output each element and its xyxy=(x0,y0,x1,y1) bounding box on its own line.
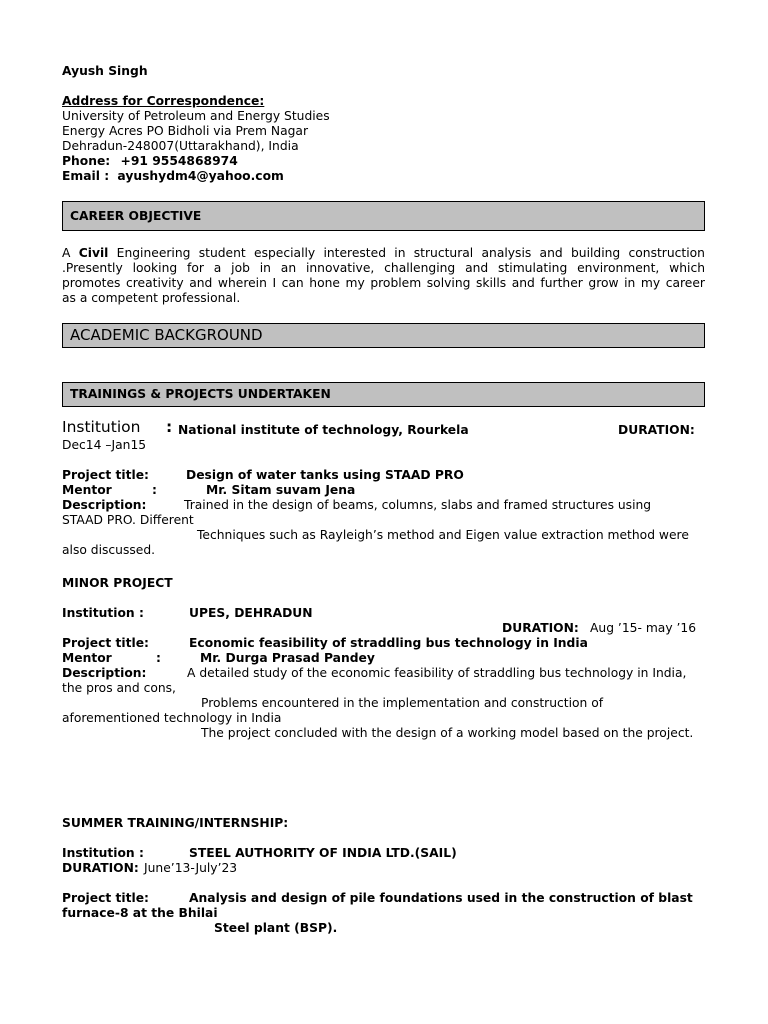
objective-line-4: as a competent professional. xyxy=(62,291,241,305)
project1-desc-line-3: Techniques such as Rayleigh’s method and Eigen value extraction method were xyxy=(197,528,689,542)
project1-mentor-value: Mr. Sitam suvam Jena xyxy=(206,483,356,497)
address-heading: Address for Correspondence: xyxy=(62,94,265,108)
project1-desc-row xyxy=(62,498,706,513)
email-row xyxy=(62,169,706,184)
project2-desc-line-3: Problems encountered in the implementation and construction of xyxy=(201,696,604,710)
internship-duration-value: June’13-July’23 xyxy=(144,861,238,875)
address-line-1: University of Petroleum and Energy Studies xyxy=(62,109,330,123)
project1-mentor-row xyxy=(62,483,706,498)
internship-title-row xyxy=(62,891,706,906)
project1-desc-line-1: Trained in the design of beams, columns, slabs and framed structures using xyxy=(184,498,652,512)
internship-institution-label: Institution : xyxy=(62,846,144,860)
objective-line-1 xyxy=(62,246,705,261)
email-label: Email : xyxy=(62,169,110,183)
project2-institution-value: UPES, DEHRADUN xyxy=(189,606,313,620)
project2-desc-line-2: the pros and cons, xyxy=(62,681,176,695)
project2-title-value: Economic feasibility of straddling bus technology in India xyxy=(189,636,588,650)
internship-title-line-3: Steel plant (BSP). xyxy=(214,921,338,935)
project1-mentor-colon: : xyxy=(152,483,157,497)
resume-page xyxy=(62,64,706,936)
project2-desc-line-5-row xyxy=(62,726,706,741)
internship-heading: SUMMER TRAINING/INTERNSHIP: xyxy=(62,816,289,830)
project2-duration-value: Aug ’15- may ’16 xyxy=(590,621,697,635)
project1-institution-colon: : xyxy=(166,418,173,436)
project2-desc-label: Description: xyxy=(62,666,147,680)
trainings-heading: TRAININGS & PROJECTS UNDERTAKEN xyxy=(62,382,705,407)
project1-desc-line-4: also discussed. xyxy=(62,543,156,557)
project1-institution-label: Institution xyxy=(62,418,141,436)
email-value: ayushydm4@yahoo.com xyxy=(117,169,284,183)
project1-desc-label: Description: xyxy=(62,498,147,512)
address-line-2: Energy Acres PO Bidholi via Prem Nagar xyxy=(62,124,309,138)
internship-duration-row xyxy=(62,861,706,876)
objective-prefix: A xyxy=(62,246,71,260)
project1-desc-line-2: STAAD PRO. Different xyxy=(62,513,194,527)
project2-title-row xyxy=(62,636,706,651)
objective-paragraph xyxy=(62,246,706,306)
project1-duration-value: Dec14 –Jan15 xyxy=(62,438,147,452)
internship-title-line-1: Analysis and design of pile foundations used in the construction of blast xyxy=(189,891,693,905)
project2-duration-label: DURATION: xyxy=(502,621,579,635)
project2-institution-row xyxy=(62,606,706,621)
project1-title-label: Project title: xyxy=(62,468,149,482)
project2-mentor-value: Mr. Durga Prasad Pandey xyxy=(200,651,375,665)
objective-line-1-rest: Engineering student especially interested in structural analysis and building construction xyxy=(116,246,705,260)
project2-mentor-row xyxy=(62,651,706,666)
project2-mentor-label: Mentor xyxy=(62,651,112,665)
project1-duration-label: DURATION: xyxy=(618,423,695,437)
objective-line-3: promotes creativity and wherein I can hone my problem solving skills and further grow in my career xyxy=(62,276,705,290)
phone-label: Phone: xyxy=(62,154,111,168)
project1-desc-line-3-row xyxy=(62,528,706,543)
objective-bold-word: Civil xyxy=(78,246,109,260)
project2-desc-line-3-row xyxy=(62,696,706,711)
project2-title-label: Project title: xyxy=(62,636,149,650)
phone-value: +91 9554868974 xyxy=(120,154,238,168)
project2-desc-line-5: The project concluded with the design of a working model based on the project. xyxy=(201,726,694,740)
objective-line-2: .Presently looking for a job in an innovative, challenging and stimulating environment, which xyxy=(62,261,705,275)
address-line-3: Dehradun-248007(Uttarakhand), India xyxy=(62,139,299,153)
project1-title-value: Design of water tanks using STAAD PRO xyxy=(186,468,464,482)
candidate-name: Ayush Singh xyxy=(62,64,148,78)
project2-desc-row xyxy=(62,666,706,681)
project2-mentor-colon: : xyxy=(156,651,161,665)
academic-background-heading: ACADEMIC BACKGROUND xyxy=(62,323,705,348)
project1-title-row xyxy=(62,468,706,483)
project2-desc-line-4: aforementioned technology in India xyxy=(62,711,282,725)
internship-title-line-2: furnace-8 at the Bhilai xyxy=(62,906,218,920)
internship-duration-label: DURATION: xyxy=(62,861,139,875)
phone-row xyxy=(62,154,706,169)
project1-mentor-label: Mentor xyxy=(62,483,112,497)
internship-institution-value: STEEL AUTHORITY OF INDIA LTD.(SAIL) xyxy=(189,846,457,860)
internship-title-line-3-row xyxy=(62,921,706,936)
internship-title-label: Project title: xyxy=(62,891,149,905)
internship-institution-row xyxy=(62,846,706,861)
minor-project-heading: MINOR PROJECT xyxy=(62,576,173,590)
project2-institution-label: Institution : xyxy=(62,606,144,620)
career-objective-heading: CAREER OBJECTIVE xyxy=(62,201,705,231)
project2-duration-row xyxy=(62,621,706,636)
project2-desc-line-1: A detailed study of the economic feasibility of straddling bus technology in India, xyxy=(187,666,687,680)
project1-institution-value: National institute of technology, Rourkela xyxy=(178,423,469,437)
